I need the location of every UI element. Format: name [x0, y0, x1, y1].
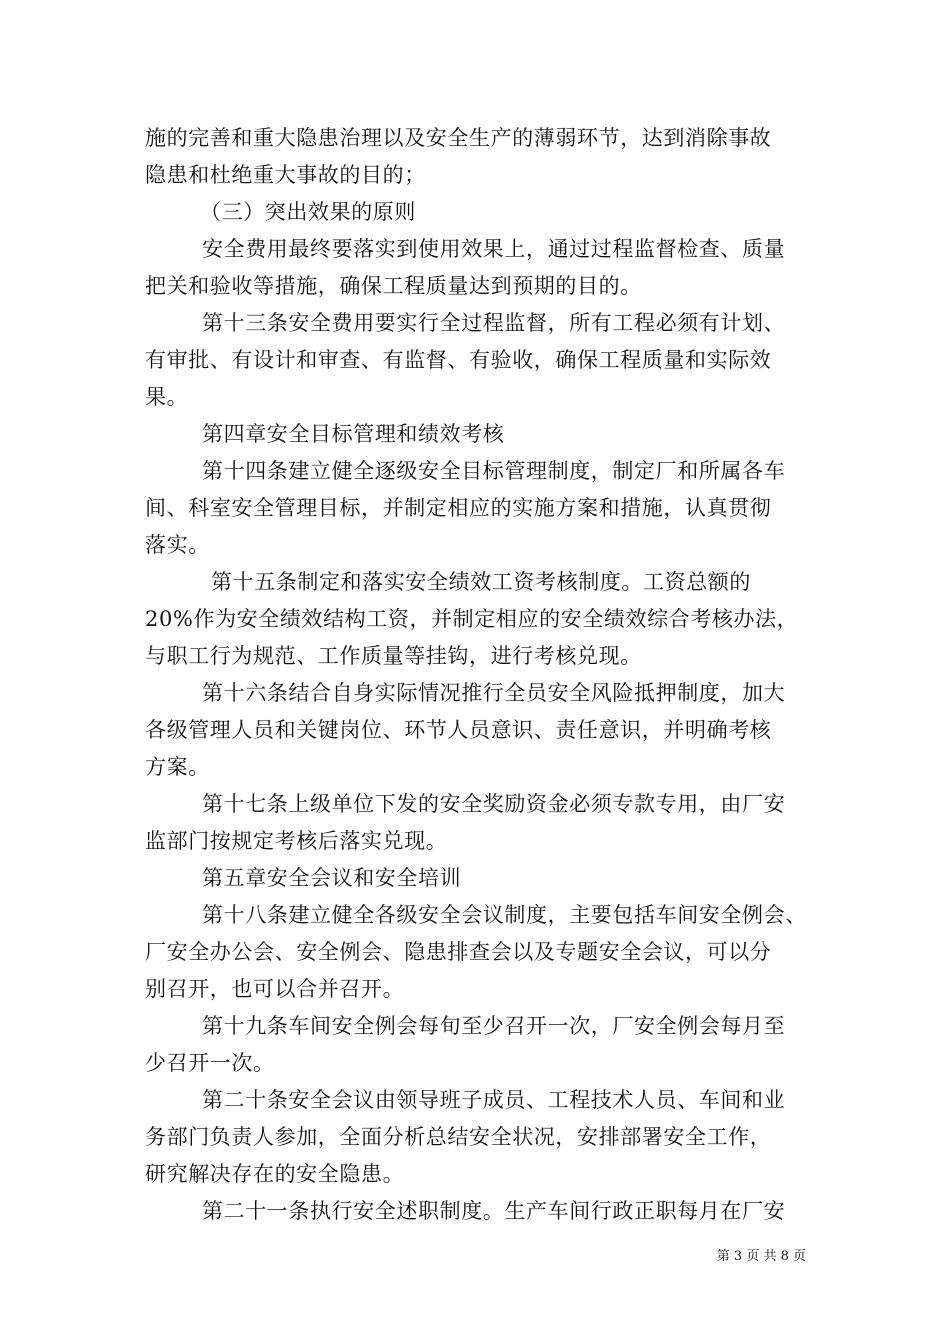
body-line: 施的完善和重大隐患治理以及安全生产的薄弱环节，达到消除事故	[145, 126, 772, 150]
article-line: 第二十条安全会议由领导班子成员、工程技术人员、车间和业	[202, 1088, 786, 1112]
article-line: 第十八条建立健全各级安全会议制度，主要包括车间安全例会、	[202, 903, 807, 927]
body-line: 有审批、有设计和审查、有监督、有验收，确保工程质量和实际效	[145, 348, 772, 372]
body-line: 研究解决存在的安全隐患。	[145, 1162, 405, 1186]
body-line: 与职工行为规范、工作质量等挂钩，进行考核兑现。	[145, 644, 642, 668]
chapter-heading: 第五章安全会议和安全培训	[202, 866, 462, 890]
body-line: 方案。	[145, 755, 210, 779]
body-line: 少召开一次。	[145, 1051, 275, 1075]
article-line: 第十六条结合自身实际情况推行全员安全风险抵押制度，加大	[202, 681, 786, 705]
article-line: 第十三条安全费用要实行全过程监督，所有工程必须有计划、	[202, 311, 786, 335]
body-line: 监部门按规定考核后落实兑现。	[145, 829, 448, 853]
section-heading: （三）突出效果的原则	[200, 200, 416, 224]
article-line: 第十七条上级单位下发的安全奖励资金必须专款专用，由厂安	[202, 792, 786, 816]
body-line: 务部门负责人参加，全面分析总结安全状况，安排部署安全工作，	[145, 1125, 772, 1149]
body-line: 各级管理人员和关键岗位、环节人员意识、责任意识，并明确考核	[145, 718, 772, 742]
chapter-heading: 第四章安全目标管理和绩效考核	[202, 422, 505, 446]
body-line: 隐患和杜绝重大事故的目的；	[145, 163, 426, 187]
article-line: 第十五条制定和落实安全绩效工资考核制度。工资总额的	[211, 570, 751, 594]
body-line: 落实。	[145, 533, 210, 557]
body-line: 安全费用最终要落实到使用效果上，通过过程监督检查、质量	[202, 237, 786, 261]
body-line: 别召开，也可以合并召开。	[145, 977, 405, 1001]
body-line: 果。	[145, 385, 189, 409]
article-line: 第十九条车间安全例会每旬至少召开一次，厂安全例会每月至	[202, 1014, 786, 1038]
article-line: 第十四条建立健全逐级安全目标管理制度，制定厂和所属各车	[202, 459, 786, 483]
body-line: 厂安全办公会、安全例会、隐患排查会以及专题安全会议，可以分	[145, 940, 772, 964]
body-line: 间、科室安全管理目标，并制定相应的实施方案和措施，认真贯彻	[145, 496, 772, 520]
body-line: 20%作为安全绩效结构工资，并制定相应的安全绩效综合考核办法，	[145, 607, 799, 631]
article-line: 第二十一条执行安全述职制度。生产车间行政正职每月在厂安	[202, 1199, 786, 1223]
page-number: 第 3 页 共 8 页	[716, 1249, 806, 1264]
body-line: 把关和验收等措施，确保工程质量达到预期的目的。	[145, 274, 642, 298]
